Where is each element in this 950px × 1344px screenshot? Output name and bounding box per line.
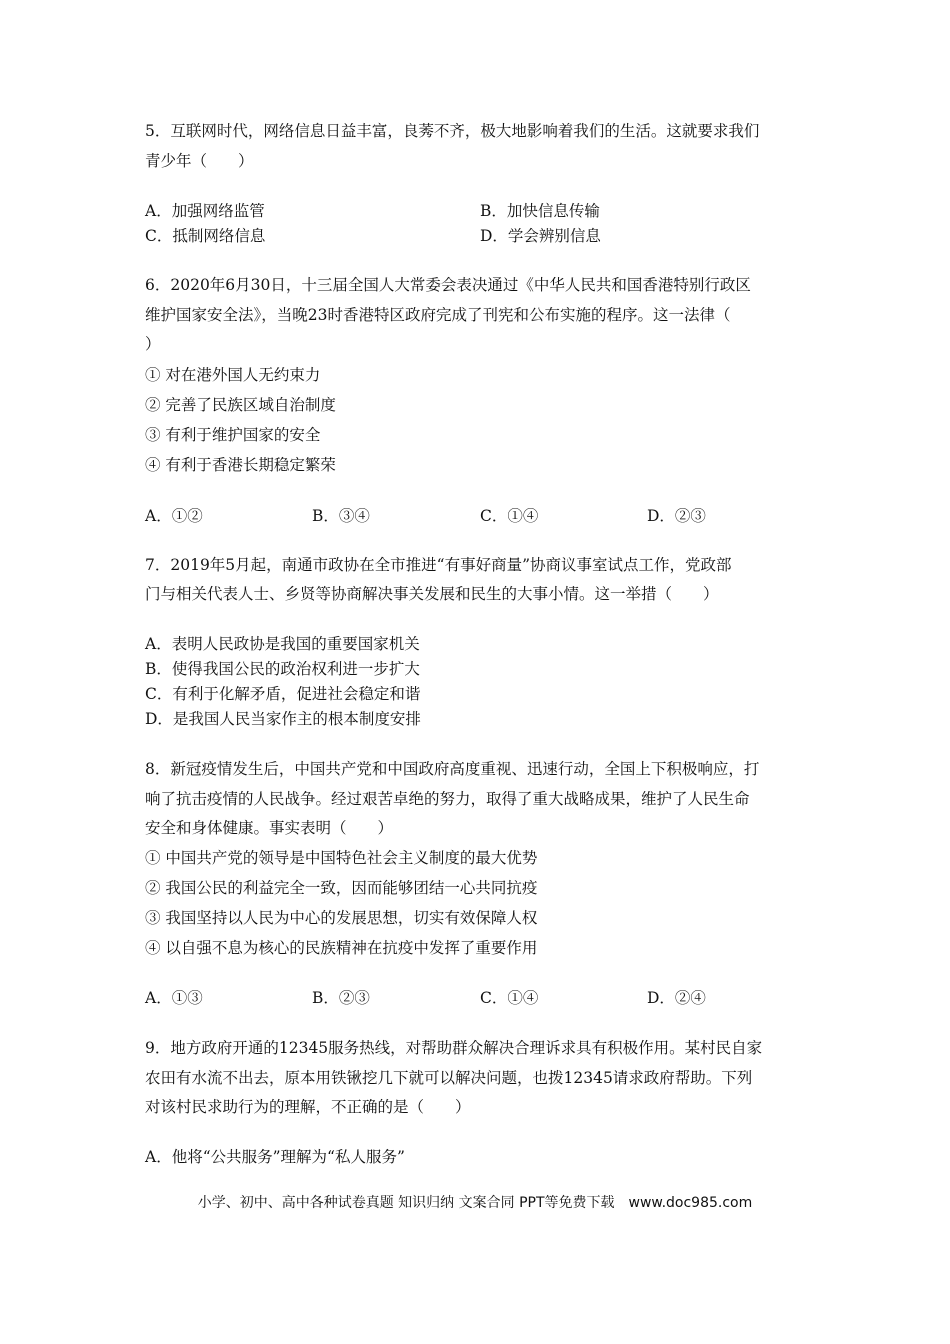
q7-stem-line-1: 7．2019年5月起，南通市政协在全市推进“有事好商量”协商议事室试点工作，党政部 xyxy=(145,556,732,574)
q9-stem-line-1: 9．地方政府开通的12345服务热线，对帮助群众解决合理诉求具有积极作用。某村民自家 xyxy=(145,1039,763,1057)
q8-option-d: D．②④ xyxy=(647,989,706,1007)
q5-stem-line-1: 5．互联网时代，网络信息日益丰富，良莠不齐，极大地影响着我们的生活。这就要求我们 xyxy=(145,122,760,140)
q8-stem-line-2: 响了抗击疫情的人民战争。经过艰苦卓绝的努力，取得了重大战略成果，维护了人民生命 xyxy=(145,790,750,808)
q6-statement-4: ④ 有利于香港长期稳定繁荣 xyxy=(145,456,336,474)
q7-option-d: D．是我国人民当家作主的根本制度安排 xyxy=(145,710,421,728)
q6-stem-line-1: 6．2020年6月30日，十三届全国人大常委会表决通过《中华人民共和国香港特别行政区 xyxy=(145,276,751,294)
q8-statement-1: ① 中国共产党的领导是中国特色社会主义制度的最大优势 xyxy=(145,849,538,867)
q5-option-d: D．学会辨别信息 xyxy=(480,227,601,245)
q5-option-c: C．抵制网络信息 xyxy=(145,227,266,245)
q5-option-b: B．加快信息传输 xyxy=(480,202,600,220)
q6-statement-2: ② 完善了民族区域自治制度 xyxy=(145,396,336,414)
q8-stem-line-3: 安全和身体健康。事实表明（ ） xyxy=(145,819,394,837)
q8-statement-2: ② 我国公民的利益完全一致，因而能够团结一心共同抗疫 xyxy=(145,879,538,897)
q8-statement-4: ④ 以自强不息为核心的民族精神在抗疫中发挥了重要作用 xyxy=(145,939,538,957)
q8-stem-line-1: 8．新冠疫情发生后，中国共产党和中国政府高度重视、迅速行动，全国上下积极响应，打 xyxy=(145,760,760,778)
q6-statement-3: ③ 有利于维护国家的安全 xyxy=(145,426,321,444)
q6-statement-1: ① 对在港外国人无约束力 xyxy=(145,366,321,384)
q6-option-c: C．①④ xyxy=(480,507,539,525)
q6-option-a: A．①② xyxy=(145,507,203,525)
page-footer: 小学、初中、高中各种试卷真题 知识归纳 文案合同 PPT等免费下载 www.doc985.com xyxy=(197,1195,753,1211)
q9-option-a: A．他将“公共服务”理解为“私人服务” xyxy=(145,1148,405,1166)
q8-option-c: C．①④ xyxy=(480,989,539,1007)
q8-statement-3: ③ 我国坚持以人民为中心的发展思想，切实有效保障人权 xyxy=(145,909,538,927)
q7-stem-line-2: 门与相关代表人士、乡贤等协商解决事关发展和民生的大事小情。这一举措（ ） xyxy=(145,585,719,603)
q9-stem-line-2: 农田有水流不出去，原本用铁锹挖几下就可以解决问题，也拨12345请求政府帮助。下列 xyxy=(145,1069,753,1087)
q7-option-b: B．使得我国公民的政治权利进一步扩大 xyxy=(145,660,420,678)
q7-option-a: A．表明人民政协是我国的重要国家机关 xyxy=(145,635,420,653)
q7-option-c: C．有利于化解矛盾，促进社会稳定和谐 xyxy=(145,685,421,703)
q6-option-d: D．②③ xyxy=(647,507,706,525)
q5-stem-line-2: 青少年（ ） xyxy=(145,152,254,170)
q6-stem-line-3: ） xyxy=(145,335,161,353)
q8-option-b: B．②③ xyxy=(312,989,370,1007)
q9-stem-line-3: 对该村民求助行为的理解，不正确的是（ ） xyxy=(145,1098,471,1116)
q6-stem-line-2: 维护国家安全法》，当晚23时香港特区政府完成了刊宪和公布实施的程序。这一法律（ xyxy=(145,306,731,324)
q8-option-a: A．①③ xyxy=(145,989,203,1007)
q5-option-a: A．加强网络监管 xyxy=(145,202,265,220)
q6-option-b: B．③④ xyxy=(312,507,370,525)
